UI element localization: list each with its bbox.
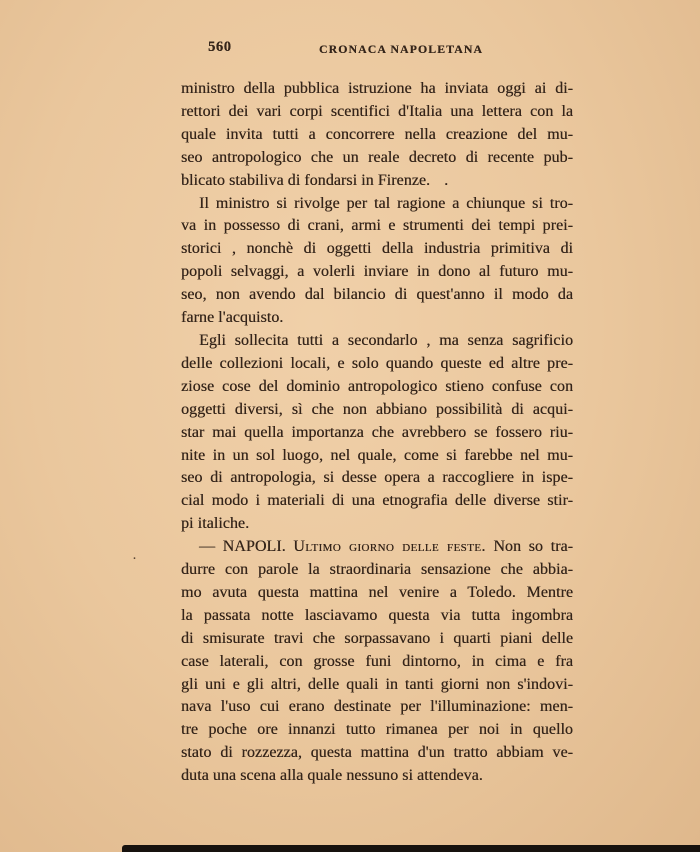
text-line: seo antropologico che un reale decreto di recente pub-	[181, 148, 573, 166]
text-line: delle collezioni locali, e solo quando queste ed altre pre-	[181, 354, 573, 372]
margin-mark: ·	[132, 551, 137, 567]
text-line: case laterali, con grosse funi dintorno, in cima e fra	[181, 652, 573, 670]
text-line	[181, 536, 573, 559]
text-line: seo, non avendo dal bilancio di quest'anno il modo da	[181, 286, 573, 304]
text-line: duta una scena alla quale nessuno si attendeva.	[181, 767, 483, 785]
text-line: ministro della pubblica istruzione ha inviata oggi ai di-	[181, 80, 573, 97]
text-line: gli uni e gli altri, delle quali in tanti giorni non s'indovi-	[181, 675, 573, 693]
smallcaps-heading: Ultimo giorno delle feste.	[293, 538, 486, 556]
page-number: 560	[208, 39, 232, 55]
stray-ink-mark: .	[444, 171, 449, 189]
text-line: storici , nonchè di oggetti della industria primitiva di	[181, 240, 573, 258]
text-line: star mai quella importanza che avrebbero se fossero riu-	[181, 423, 573, 441]
text-line: seo di antropologia, si desse opera a raccogliere in ispe-	[181, 469, 573, 487]
text-line: oggetti diversi, sì che non abbiano possibilità di acqui-	[181, 400, 573, 418]
text-segment: Non so tra-	[485, 538, 573, 556]
text-line: quale invita tutti a concorrere nella creazione del mu-	[181, 125, 573, 143]
text-line: nite in un sol luogo, nel quale, come si farebbe nel mu-	[181, 446, 573, 464]
text-line: Il ministro si rivolge per tal ragione a chiunque si tro-	[199, 194, 573, 212]
text-line: durre con parole la straordinaria sensazione che abbia-	[181, 561, 573, 579]
text-block	[181, 78, 573, 788]
text-line: stato di rozzezza, questa mattina d'un tratto abbiam ve-	[181, 744, 573, 762]
text-line: la passata notte lasciavamo questa via tutta ingombra	[181, 606, 573, 624]
text-line: mo avuta questa mattina nel venire a Toledo. Mentre	[181, 583, 573, 601]
text-line: ziose cose del dominio antropologico stieno confuse con	[181, 377, 573, 395]
text-line: Egli sollecita tutti a secondarlo , ma senza sagrificio	[199, 331, 573, 349]
text-line: cial modo i materiali di una etnografia delle diverse stir-	[181, 492, 573, 510]
text-line: di smisurate travi che sorpassavano i quarti piani delle	[181, 629, 573, 647]
text-line: va in possesso di crani, armi e strumenti dei tempi prei-	[181, 217, 573, 235]
text-segment: — NAPOLI.	[199, 538, 294, 556]
running-head: CRONACA NAPOLETANA	[318, 41, 484, 56]
text-line: tre poche ore innanzi tutto rimanea per noi in quello	[181, 721, 573, 739]
text-line: popoli selvaggi, a volerli inviare in dono al futuro mu-	[181, 263, 573, 281]
page-header	[181, 39, 573, 57]
scan-edge-shadow	[122, 845, 700, 852]
text-line: blicato stabiliva di fondarsi in Firenze. .	[181, 170, 573, 193]
text-line: pi italiche.	[181, 515, 250, 533]
text-line: nava l'uso cui erano destinate per l'illuminazione: men-	[181, 698, 573, 716]
text-line: farne l'acquisto.	[181, 309, 284, 327]
text-line: rettori dei vari corpi scentifici d'Italia una lettera con la	[181, 102, 573, 120]
